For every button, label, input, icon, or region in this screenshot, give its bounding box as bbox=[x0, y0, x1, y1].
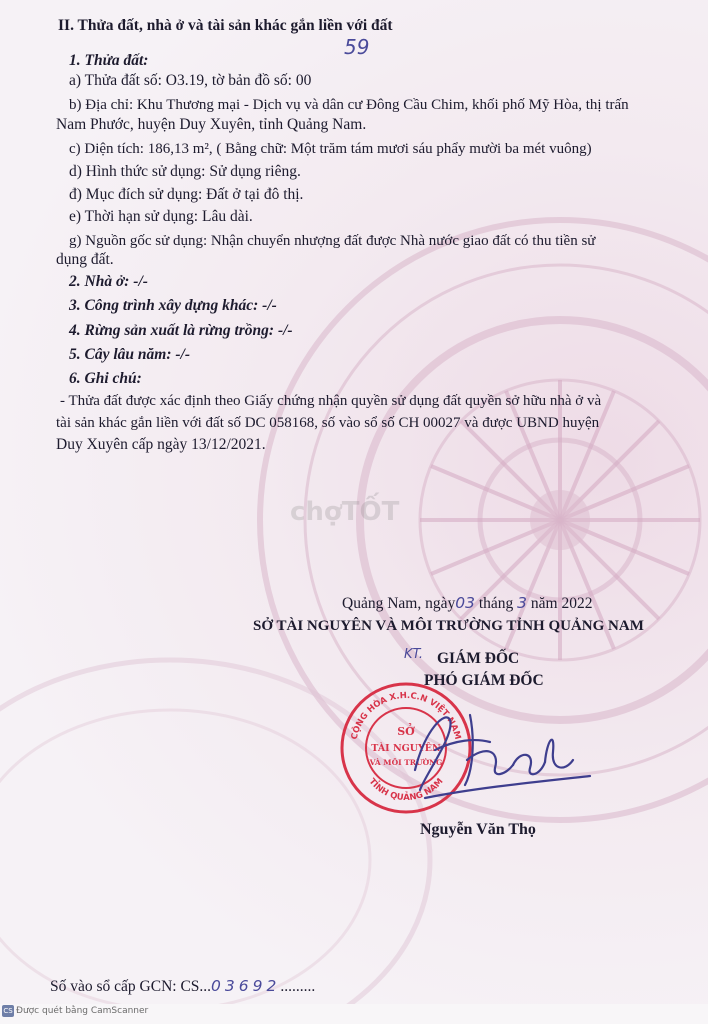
section3-other-construction: 3. Công trình xây dựng khác: -/- bbox=[69, 297, 277, 314]
usage-origin-line1: g) Nguồn gốc sử dụng: Nhận chuyển nhượng đất được Nhà nước giao đất có thu tiền sử bbox=[69, 233, 596, 249]
usage-purpose: đ) Mục đích sử dụng: Đất ở tại đô thị. bbox=[69, 186, 304, 203]
parcel-number: a) Thửa đất số: O3.19, tờ bản đồ số: 00 bbox=[69, 72, 312, 89]
section2-house: 2. Nhà ở: -/- bbox=[69, 273, 148, 290]
director-title: GIÁM ĐỐC bbox=[437, 650, 520, 667]
registry-number: Số vào sổ cấp GCN: CS...03692......... bbox=[50, 977, 316, 995]
stamp-center2: TÀI NGUYÊN bbox=[371, 743, 441, 754]
section1-title: 1. Thửa đất: bbox=[69, 52, 149, 69]
address-line2: Nam Phước, huyện Duy Xuyên, tỉnh Quảng Nam. bbox=[56, 116, 367, 133]
area: c) Diện tích: 186,13 m², ( Bằng chữ: Một trăm tám mươi sáu phẩy mười ba mét vuông) bbox=[69, 141, 592, 157]
signing-day: 03 bbox=[455, 594, 475, 612]
signing-date bbox=[342, 594, 592, 613]
note-line3: Duy Xuyên cấp ngày 13/12/2021. bbox=[56, 436, 266, 453]
agency-name: SỞ TÀI NGUYÊN VÀ MÔI TRƯỜNG TỈNH QUẢNG NAM bbox=[253, 618, 644, 634]
signing-place: Quảng Nam, ngày bbox=[342, 595, 456, 612]
section5-perennial-trees: 5. Cây lâu năm: -/- bbox=[69, 346, 190, 363]
section6-title: 6. Ghi chú: bbox=[69, 370, 142, 387]
camscanner-text: Được quét bằng CamScanner bbox=[16, 1006, 149, 1016]
usage-form: d) Hình thức sử dụng: Sử dụng riêng. bbox=[69, 163, 301, 180]
stamp-bottom-text: TỈNH QUẢNG NAM bbox=[366, 776, 446, 804]
signature-icon bbox=[395, 690, 595, 810]
camscanner-logo-icon: CS bbox=[3, 1007, 13, 1015]
address-line1: b) Địa chỉ: Khu Thương mại - Dịch vụ và dân cư Đông Cầu Chim, khối phố Mỹ Hòa, thị trấn bbox=[69, 97, 629, 113]
signing-month: 3 bbox=[517, 594, 528, 612]
deputy-director-title: PHÓ GIÁM ĐỐC bbox=[424, 672, 544, 689]
note-line2: tài sản khác gắn liền với đất số DC 058168, số vào sổ số CH 00027 và được UBND huyện bbox=[56, 415, 600, 431]
stamp-center1: SỞ bbox=[397, 725, 415, 738]
watermark: chợTỐT bbox=[290, 497, 400, 527]
note-line1: - Thửa đất được xác định theo Giấy chứng nhận quyền sử dụng đất quyền sở hữu nhà ở và bbox=[60, 393, 602, 409]
stamp-outer-text: CỘNG HÒA X.H.C.N VIỆT NAM bbox=[349, 690, 463, 741]
signing-month-label: tháng bbox=[478, 595, 514, 612]
signing-year: năm 2022 bbox=[530, 595, 593, 612]
usage-term: e) Thời hạn sử dụng: Lâu dài. bbox=[69, 208, 253, 225]
kt-note: KT. bbox=[404, 647, 424, 662]
signer-name: Nguyễn Văn Thọ bbox=[420, 821, 536, 838]
registry-label: Số vào sổ cấp GCN: CS bbox=[50, 978, 200, 995]
registry-value: 03692 bbox=[211, 977, 281, 995]
stamp-center3: VÀ MÔI TRƯỜNG bbox=[369, 758, 443, 767]
section-header: II. Thửa đất, nhà ở và tài sản khác gắn liền với đất bbox=[58, 17, 393, 34]
handwritten-number: 59 bbox=[344, 35, 370, 59]
section4-forest: 4. Rừng sản xuất là rừng trồng: -/- bbox=[69, 322, 293, 339]
usage-origin-line2: dụng đất. bbox=[56, 251, 114, 268]
